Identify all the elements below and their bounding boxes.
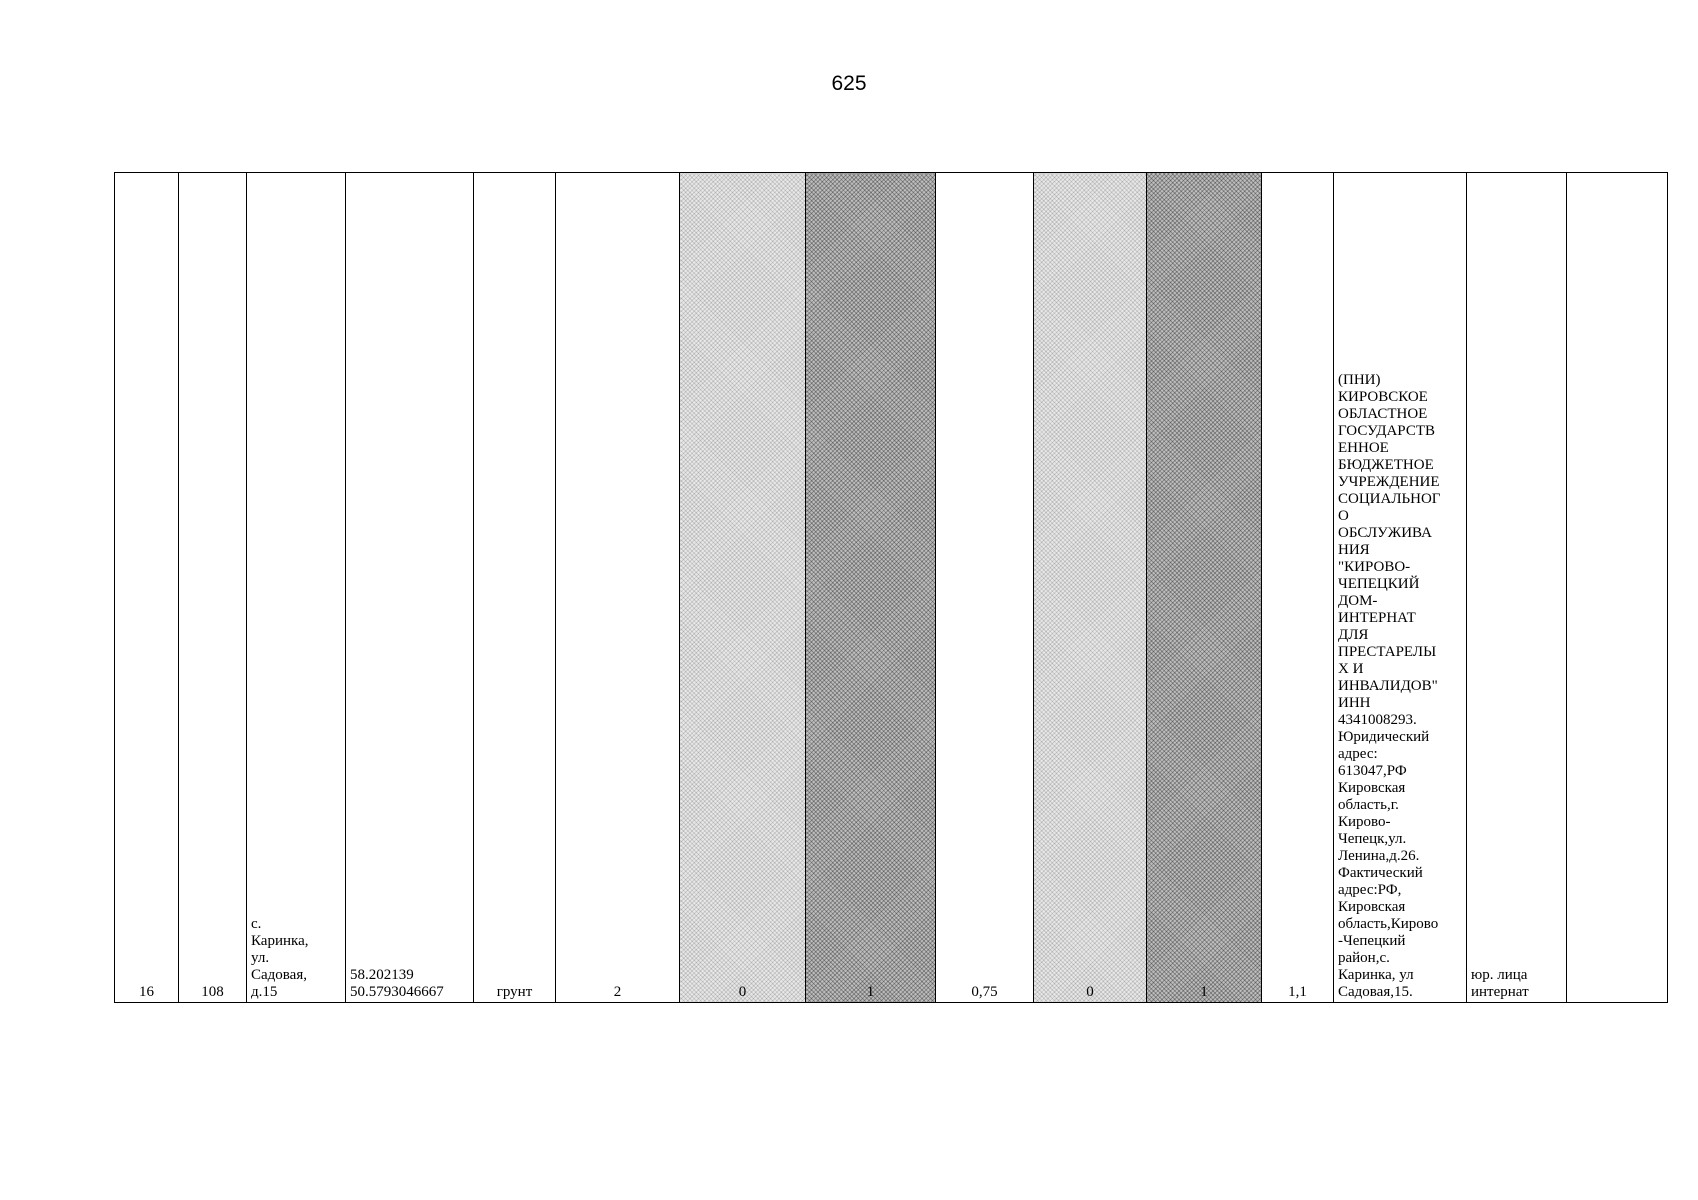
empty-cell: [1567, 173, 1668, 1003]
shaded-cell-light-2: 0: [1034, 173, 1147, 1003]
capacity-cell: 1,1: [1262, 173, 1334, 1003]
page-number: 625: [831, 72, 867, 95]
coordinates-cell: [346, 173, 474, 1003]
address-cell: [247, 173, 346, 1003]
shaded-cell-light-1: 0: [680, 173, 806, 1003]
address-text: с. Каринка, ул. Садовая, д.15: [251, 916, 309, 1000]
source-type-cell: [1467, 173, 1567, 1003]
surface-cell: грунт: [474, 173, 556, 1003]
source-type-text: юр. лица интернат: [1471, 967, 1529, 1000]
shaded-cell-dark-2: 1: [1147, 173, 1262, 1003]
table-row: [115, 173, 1668, 1003]
coordinates-text: 58.202139 50.5793046667: [350, 967, 444, 1000]
row-number-cell: 16: [115, 173, 179, 1003]
owner-cell: (ПНИ) КИРОВСКОЕ ОБЛАСТНОЕ ГОСУДАРСТВ ЕННОЕ БЮДЖЕТНОЕ УЧРЕЖДЕНИЕ СОЦИАЛЬНОГ О ОБСЛУЖИВА НИЯ "КИРОВО- ЧЕПЕЦКИЙ ДОМ- ИНТЕРНАТ ДЛЯ ПРЕСТАРЕЛЫ Х И ИНВАЛИДОВ" ИНН 4341008293. Юридический адрес: 613047,РФ Кировская область,г. Кирово- Чепецк,ул. Ленина,д.26. Фактический адрес:РФ, Кировская область,Кирово -Чепецкий район,с. Каринка, ул Садовая,15.: [1334, 173, 1467, 1003]
site-id-cell: 108: [179, 173, 247, 1003]
shaded-cell-dark-1: 1: [806, 173, 936, 1003]
area-cell: 2: [556, 173, 680, 1003]
register-table: [114, 172, 1668, 1003]
volume-cell: 0,75: [936, 173, 1034, 1003]
